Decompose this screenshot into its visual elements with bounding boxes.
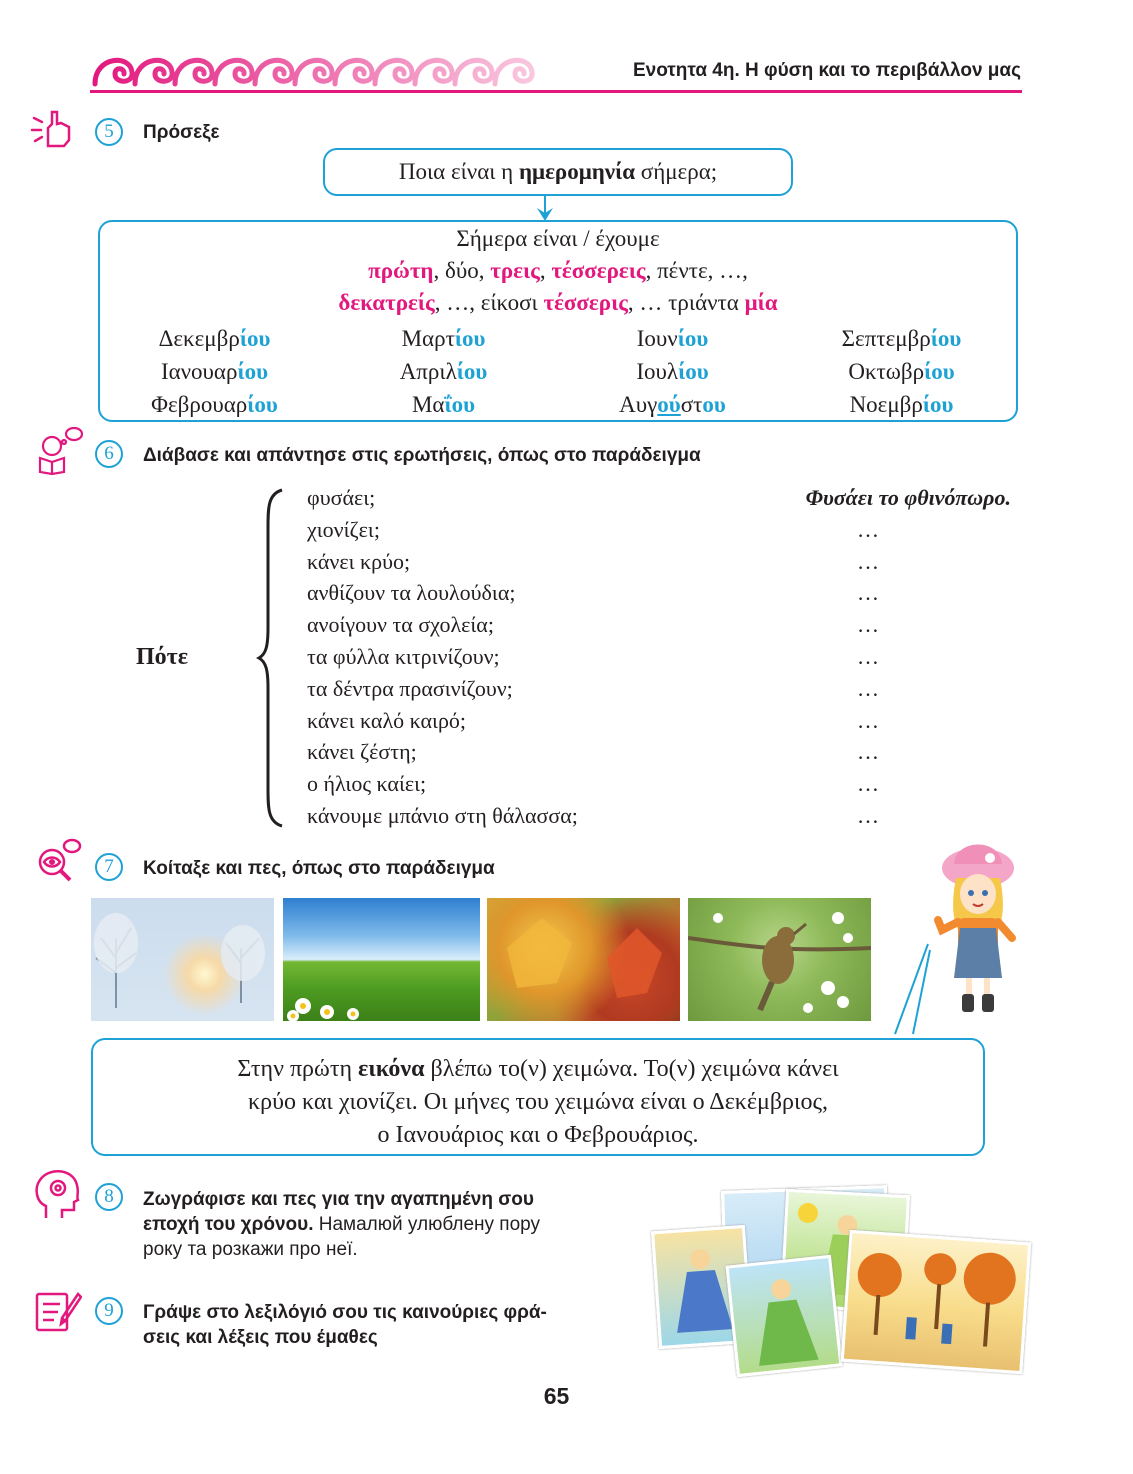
question-item: ανοίγουν τα σχολεία; [307,612,494,638]
month-stem: Νοεμβρ [849,392,923,417]
date-word: μία [744,290,778,315]
drawing-green-girl [725,1255,842,1377]
question-item: τα δέντρα πρασινίζουν; [307,675,513,701]
exercise-5-title: Πρόσεξε [143,122,220,143]
reading-child-icon [36,424,84,476]
exercise-8-ukrainian-1: Намалюй улюблену пору [313,1214,540,1235]
date-word: , …, είκοσι [434,290,544,315]
month-ending: ίου [677,326,709,351]
exercise-8-text [143,1187,540,1262]
exercise-9-line-2: σεις και λέξεις που έμαθες [143,1327,378,1348]
month-ending: ίου [239,326,271,351]
date-word: τρεις [490,258,540,283]
months-column [329,322,558,421]
question-item: κάνει καλό καιρό; [307,707,467,733]
exercise-8-ukrainian-2: року та розкажи про неї. [143,1239,358,1260]
answer-blank: … [857,675,879,701]
date-line-3 [100,290,1016,316]
girl-character-illustration [928,838,1028,1016]
month-ending: ίου [922,392,954,417]
date-answer-box [98,220,1018,422]
question-item: ανθίζουν τα λουλούδια; [307,580,516,606]
exercise-6-number: 6 [95,440,123,468]
question-item: ο ήλιος καίει; [307,771,427,797]
answer-blank: … [857,707,879,733]
month-genitive [558,388,787,421]
month-ending: ίου [924,359,955,384]
month-stem: Ιουν [636,326,678,351]
date-word: τέσσερεις [551,258,646,283]
months-grid [100,322,1016,421]
page-number: 65 [543,1383,570,1409]
date-word: , … τριάντα [627,290,745,315]
answer-blank: … [857,612,879,638]
month-ending: ούστου [657,392,726,417]
arrow-down-icon [534,194,556,222]
exercise-9-line-1: Γράψε στο λεξιλόγιό σου τις καινούριες φρά- [143,1302,547,1323]
month-stem: Μα [411,392,445,417]
question-item: κάνουμε μπάνιο στη θάλασσα; [307,802,578,828]
month-ending: ΐου [444,392,476,417]
answer-blank: … [857,643,879,669]
notebook-pencil-icon [34,1288,82,1332]
month-genitive [100,388,329,421]
example-answer: Φυσάει το φθινόπωρο. [805,485,1011,510]
exercise-8-number: 8 [95,1183,123,1211]
month-genitive [329,322,558,355]
months-column [100,322,329,421]
month-stem: Μαρτ [401,326,455,351]
exercise-8-line-2 [143,1212,540,1237]
question-item: κάνει ζέστη; [307,739,417,765]
date-word: πρώτη [368,258,434,283]
exercise-6-title: Διάβασε και απάντησε στις ερωτήσεις, όπως στο παράδειγμα [143,445,701,466]
pointing-hand-icon [30,108,74,148]
pote-label: Πότε [136,644,188,670]
header-rule [90,90,1022,93]
unit-title: Ενοτητα 4η. Η φύση και το περιβάλλον μας [632,60,1021,81]
month-ending: ίου [678,359,709,384]
example-line-1 [93,1053,983,1086]
winter-photo [91,898,274,1021]
example-text-bold: εικόνα [358,1056,425,1082]
months-column [787,322,1016,421]
answers-list [705,482,1025,832]
question-text-bold: ημερομηνία [518,159,636,184]
question-item: κάνει κρύο; [307,548,411,574]
header-wave-ornament [90,46,560,88]
question-item: φυσάει; [307,485,376,510]
month-ending: ίου [247,392,278,417]
question-box [323,148,793,196]
month-stem: Δεκεμβρ [158,326,240,351]
date-line-2 [100,258,1016,284]
exercise-9-number: 9 [95,1297,123,1325]
month-ending: ίου [456,359,488,384]
question-text-pre: Ποια είναι η [398,159,519,184]
month-stem: Φεβρουαρ [151,392,248,417]
date-line-1: Σήμερα είναι / έχουμε [456,226,660,251]
date-word: , πέντε, …, [645,258,748,283]
question-item: τα φύλλα κιτρινίζουν; [307,643,500,669]
month-stem: Οκτωβρ [848,359,925,384]
example-line-3: ο Ιανουάριος και ο Φεβρουάριος. [377,1122,699,1148]
autumn-leaves-photo [487,898,680,1021]
answer-blank: … [857,802,879,828]
exercise-9-text [143,1300,547,1350]
month-stem: Σεπτεμβρ [841,326,931,351]
date-word: , δύο, [433,258,491,283]
date-word: δεκατρείς [338,290,435,315]
month-genitive [558,322,787,355]
month-ending: ίου [930,326,962,351]
example-speech-box [91,1038,985,1156]
month-stem: Ιουλ [636,359,679,384]
month-genitive [329,388,558,421]
eye-search-icon [32,836,82,886]
example-text-post: βλέπω το(ν) χειμώνα. Το(ν) χειμώνα κάνει [424,1056,839,1082]
exercise-5-number: 5 [95,118,123,146]
month-ending: ίου [454,326,486,351]
date-word: , [539,258,552,283]
months-column [558,322,787,421]
month-stem: Αυγ [619,392,658,417]
exercise-8-line-1: Ζωγράφισε και πες για την αγαπημένη σου [143,1189,534,1210]
month-stem: Ιανουαρ [160,359,238,384]
month-genitive [558,355,787,388]
question-text-post: σήμερα; [635,159,718,184]
exercise-7-title: Κοίταξε και πες, όπως στο παράδειγμα [143,858,495,879]
seasons-drawings-collage [655,1180,1025,1370]
curly-brace [256,488,286,828]
example-line-2: κρύο και χιονίζει. Οι μήνες του χειμώνα είναι ο Δεκέμβριος, [248,1089,828,1115]
question-item: χιονίζει; [307,516,380,542]
exercise-7-number: 7 [95,853,123,881]
month-genitive [787,322,1016,355]
speech-bubble-tail [893,940,933,1036]
answer-blank: … [857,580,879,606]
answer-blank: … [857,739,879,765]
answer-blank: … [857,548,879,574]
month-genitive [787,355,1016,388]
date-word: τέσσερις [543,290,628,315]
head-gear-icon [32,1166,82,1220]
month-genitive [100,355,329,388]
exercise-8-bold-2: εποχή του χρόνου. [143,1214,314,1235]
month-stem: Απριλ [399,359,457,384]
example-text-pre: Στην πρώτη [237,1056,359,1082]
bird-blossom-photo [688,898,871,1021]
answer-blank: … [857,771,879,797]
questions-list [307,482,727,832]
spring-meadow-photo [283,898,480,1021]
month-genitive [787,388,1016,421]
month-genitive [100,322,329,355]
answer-blank: … [857,516,879,542]
drawing-autumn [841,1230,1032,1374]
month-ending: ίου [237,359,269,384]
month-genitive [329,355,558,388]
